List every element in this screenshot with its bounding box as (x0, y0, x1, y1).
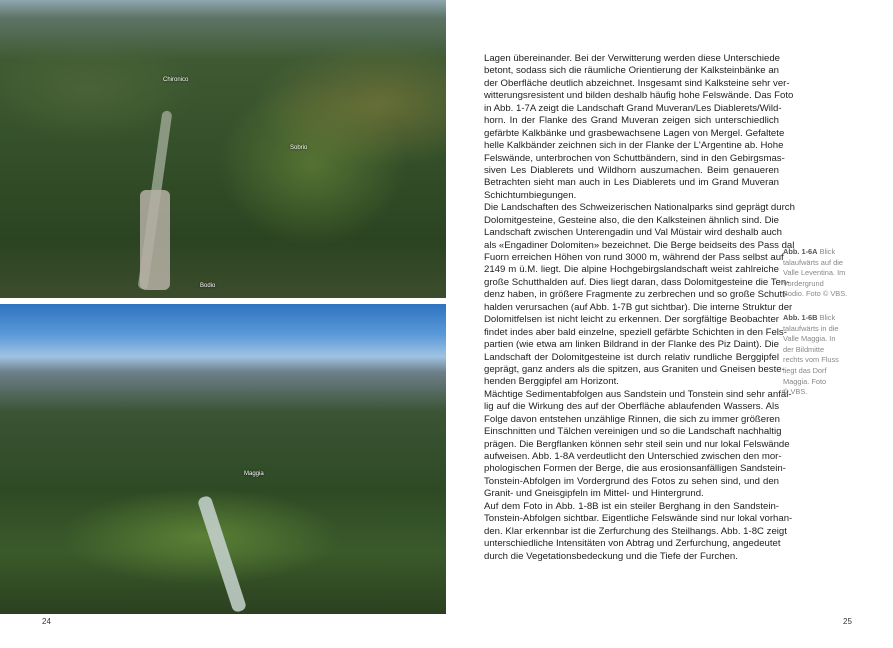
place-label-chironico: Chironico (163, 77, 189, 83)
body-text (484, 53, 795, 563)
caption-text: Bodio. Foto © VBS. (783, 289, 848, 299)
caption-text: liegt das Dorf (783, 365, 827, 375)
text-line: Granit- und Gneisgipfeln im Mittel- und Hintergrund. (484, 488, 704, 500)
caption-abb-1-6a (783, 247, 878, 300)
text-line: betont, sodass sich die räumliche Orientierung der Kalksteinbänke an (484, 65, 779, 77)
text-line: phologischen Formen der Berge, die aus erosionsanfälligen Sandstein- (484, 463, 786, 475)
caption-text: Valle Leventina. Im (783, 268, 846, 278)
text-line: Landschaft zwischen Unterengadin und Val Müstair wird deshalb auch (484, 227, 782, 239)
text-line: Dolomitgesteine, Gesteine also, die den Kalksteinen ähnlich sind. Die (484, 214, 779, 226)
place-label-bodio: Bodio (200, 283, 216, 289)
text-line: gefärbte Kalkbänke und grasbewachsene Lagen von Mergel. Gefaltete (484, 127, 785, 139)
page-number-left: 24 (42, 617, 51, 626)
page-number-right: 25 (843, 617, 852, 626)
text-line: helle Kalkbänder zeichnen sich in der Flanke der L'Argentine ab. Hohe (484, 140, 784, 152)
caption-text: rechts vom Fluss (783, 355, 839, 365)
place-label-maggia: Maggia (244, 471, 264, 477)
text-line: Auf dem Foto in Abb. 1-8B ist ein steiler Berghang in den Sandstein- (484, 500, 779, 512)
river-maggia (197, 495, 247, 613)
caption-label: Abb. 1-6B (783, 313, 818, 322)
text-line: Felswände, unterbrochen von Schuttbändern, sind in den Gebirgsmas- (484, 152, 785, 164)
text-line: lig auf die Wirkung des auf der Oberfläche ablaufenden Wassers. Als (484, 401, 779, 413)
text-line: Tonstein-Abfolgen sichtbar. Eigentliche Felswände sind nur lokal vorhan- (484, 513, 793, 525)
text-line: unterschiedliche Intensitäten von Abtrag und Zerfurchung, angedeutet (484, 538, 781, 550)
caption-text: © VBS. (783, 387, 808, 397)
text-line: denz haben, in größere Fragmente zu zerbrechen und so große Schutt- (484, 289, 788, 301)
caption-abb-1-6b (783, 313, 878, 398)
text-line: Einschnitten und Tälchen vereinigen und so die Landschaft nachhaltig (484, 426, 782, 438)
text-line: der Oberfläche deutlich abzeichnet. Insgesamt sind Kalksteine sehr ver- (484, 77, 790, 89)
text-line: halden verursachen (auf Abb. 1-7B gut sichtbar). Die interne Struktur der (484, 301, 793, 313)
town-bodio-area (140, 190, 170, 290)
caption-text: talaufwärts auf die (783, 257, 843, 267)
photo-valle-maggia (0, 304, 446, 614)
text-line: Schichtumbiegungen. (484, 189, 577, 201)
caption-text: talaufwärts in die (783, 323, 839, 333)
text-line: den. Klar erkennbar ist die Zerfurchung des Steilhangs. Abb. 1-8C zeigt (484, 525, 787, 537)
text-line: Betrachten sieht man auch in Les Diablerets und im Grand Muveran (484, 177, 779, 189)
place-label-sobrio: Sobrio (290, 145, 308, 151)
text-line: Fuorn erreichen Höhen von rund 3000 m, während der Pass selbst auf (484, 252, 784, 263)
text-line: Folge davon entstehen unzählige Rinnen, die sich zu immer größeren (484, 413, 780, 425)
text-line: Landschaft der Dolomitgesteine ist durch relativ rundliche Berggipfel (484, 351, 779, 363)
text-line: 2149 m ü.M. liegt. Die alpine Hochgebirgslandschaft weist zahlreiche (484, 264, 779, 276)
text-line: durch die Vegetationsbedeckung und die Tiefe der Furchen. (484, 550, 738, 562)
text-line: aufweisen. Abb. 1-8A verdeutlicht den Unterschied zwischen den mor- (484, 451, 782, 462)
text-line: Dolomitfelsen ist nicht leicht zu erkennen. Der sorgfältige Beobachter (484, 314, 779, 326)
text-line: findet indes aber bald einzelne, speziell gefärbte Schichten in den Fels- (484, 326, 787, 338)
text-line: Mächtige Sedimentabfolgen aus Sandstein und Tonstein sind sehr anfäl- (484, 388, 792, 400)
text-line: Lagen übereinander. Bei der Verwitterung werden diese Unterschiede (484, 53, 781, 64)
caption-text: Valle Maggia. In (783, 334, 836, 344)
caption-text: Maggia. Foto (783, 376, 827, 386)
text-line: partien (wie etwa am linken Bildrand in der Flanke des Piz Daint). Die (484, 339, 779, 351)
text-line: Tonstein-Abfolgen im Vordergrund des Fotos zu sehen sind, und den (484, 475, 779, 487)
text-line: henden Berggipfel am Horizont. (484, 376, 619, 388)
text-line: horn. In der Flanke des Grand Muveran zeigen sich unterschiedlich (484, 115, 779, 127)
photo-valle-leventina (0, 0, 446, 298)
text-line: geprägt, ganz anders als die spitzen, aus Graniten und Gneisen beste- (484, 363, 785, 375)
text-line: große Schutthalden auf. Dies liegt daran, dass Dolomitgesteine die Ten- (484, 276, 790, 288)
caption-text: Vordergrund (783, 278, 824, 288)
text-line: prägen. Die Bergflanken können sehr steil sein und nur lokal Felswände (484, 438, 790, 450)
caption-text: Blick (819, 313, 836, 322)
text-line: witterungsresistent und bilden deshalb häufig hohe Felswände. Das Foto (484, 90, 794, 102)
caption-text: Blick (819, 247, 836, 256)
text-line: als «Engadiner Dolomiten» bezeichnet. Die Berge beidseits des Pass dal (484, 239, 795, 251)
caption-text: der Bildmitte (783, 344, 825, 354)
text-line: in Abb. 1-7A zeigt die Landschaft Grand Muveran/Les Diablerets/Wild- (484, 102, 782, 114)
text-line: Die Landschaften des Schweizerischen Nationalparks sind geprägt durch (484, 202, 795, 214)
caption-label: Abb. 1-6A (783, 247, 818, 256)
text-line: siven Les Diablerets und Wildhorn auszumachen. Beim genaueren (484, 164, 779, 176)
